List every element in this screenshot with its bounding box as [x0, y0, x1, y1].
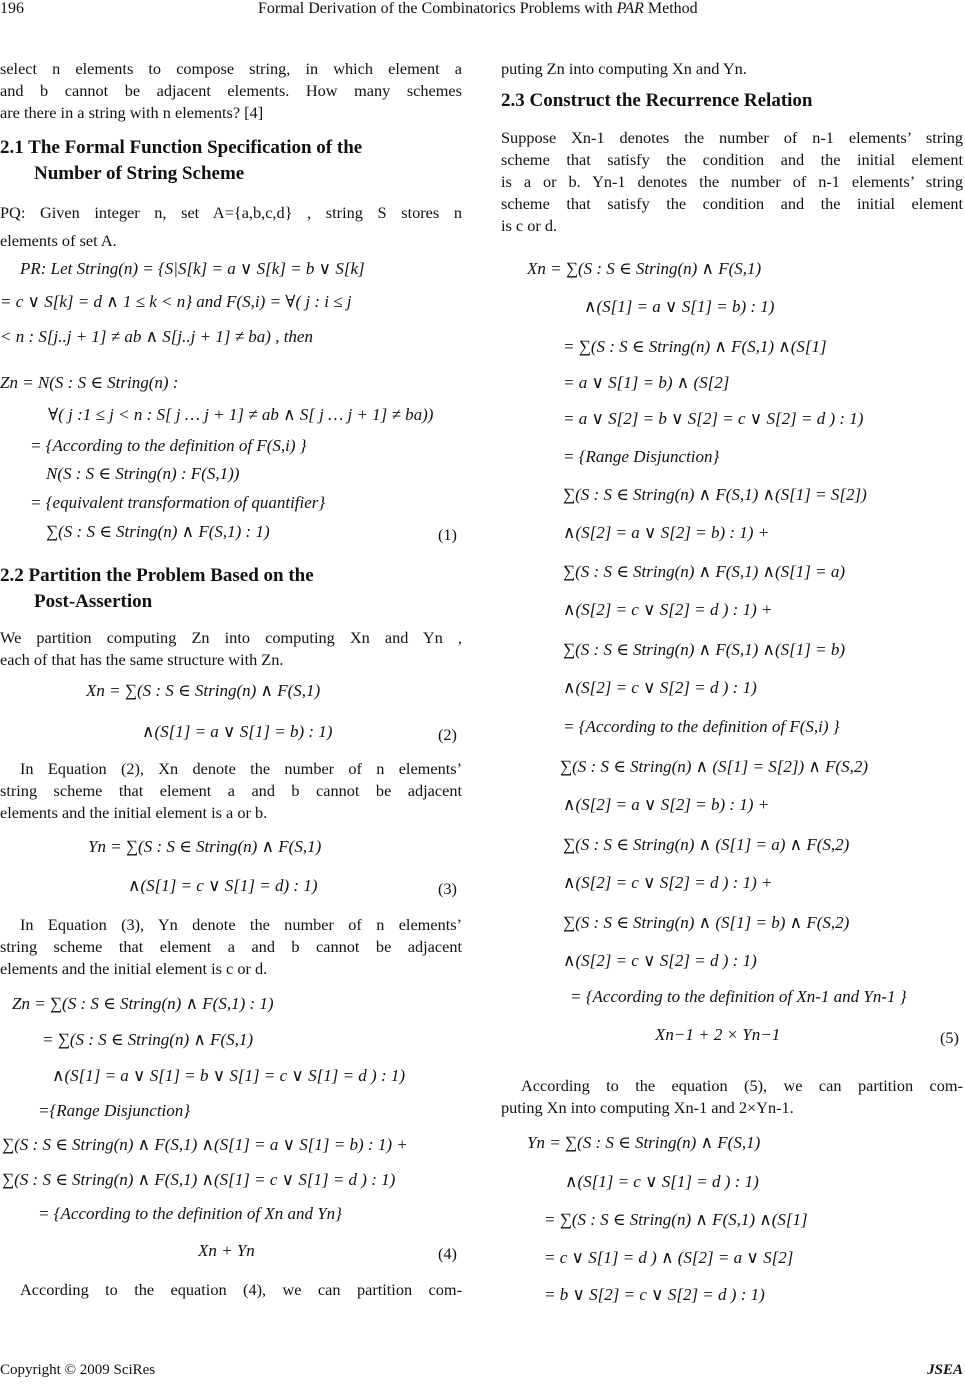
para-line: In Equation (2), Xn denote the number of n elements’ — [20, 759, 462, 778]
eq1-line: Zn = N(S : S ∈ String(n) : — [0, 373, 179, 392]
intro-line: are there in a string with n elements? [4] — [0, 103, 264, 122]
eq4-line: = ∑(S : S ∈ String(n) ∧ F(S,1) — [42, 1030, 254, 1049]
eq5-line: ∧(S[2] = c ∨ S[2] = d ) : 1) — [563, 678, 757, 697]
page-number: 196 — [0, 0, 24, 17]
pr-line: < n : S[j..j + 1] ≠ ab ∧ S[j..j + 1] ≠ ba) , then — [0, 327, 313, 346]
para-line: is a or b. Yn-1 denotes the number of n-1 elements’ string — [501, 172, 963, 191]
eq5-line: Xn = ∑(S : S ∈ String(n) ∧ F(S,1) — [527, 259, 762, 278]
para-line: is c or d. — [501, 216, 558, 235]
eq1-line: ∑(S : S ∈ String(n) ∧ F(S,1) : 1) — [46, 522, 270, 541]
pq-line: elements of set A. — [0, 231, 117, 250]
eq4-line: ∑(S : S ∈ String(n) ∧ F(S,1) ∧(S[1] = c ∨ S[1] = d ) : 1) — [2, 1170, 396, 1189]
equation-number: (2) — [438, 725, 457, 744]
intro-line: and b cannot be adjacent elements. How many schemes — [0, 81, 462, 100]
eq4-line: = {According to the definition of Xn and Yn} — [38, 1204, 342, 1223]
section-heading-2-1-cont: Number of String Scheme — [34, 163, 245, 184]
equation-number: (3) — [438, 879, 457, 898]
para-line: each of that has the same structure with Zn. — [0, 650, 284, 669]
eq5-line: ∧(S[2] = a ∨ S[2] = b) : 1) + — [563, 523, 770, 542]
eq6-line: = b ∨ S[2] = c ∨ S[2] = d ) : 1) — [544, 1285, 765, 1304]
pq-line: PQ: Given integer n, set A={a,b,c,d} , string S stores n — [0, 203, 462, 222]
eq6-line: Yn = ∑(S : S ∈ String(n) ∧ F(S,1) — [527, 1133, 761, 1152]
para-line: puting Xn into computing Xn-1 and 2×Yn-1. — [501, 1098, 794, 1117]
eq5-line: ∧(S[2] = c ∨ S[2] = d ) : 1) + — [563, 600, 773, 619]
running-title-part: PAR — [616, 0, 644, 17]
eq2-line: ∧(S[1] = a ∨ S[1] = b) : 1) — [142, 722, 333, 741]
eq5-line: ∧(S[2] = a ∨ S[2] = b) : 1) + — [563, 795, 770, 814]
para-line: string scheme that element a and b cannot be adjacent — [0, 781, 462, 800]
running-title-part: Formal Derivation of the Combinatorics Problems with — [258, 0, 617, 17]
eq5-line: ∑(S : S ∈ String(n) ∧ F(S,1) ∧(S[1] = a) — [563, 562, 846, 581]
eq2-line: Xn = ∑(S : S ∈ String(n) ∧ F(S,1) — [86, 681, 321, 700]
eq5-line: ∑(S : S ∈ String(n) ∧ (S[1] = a) ∧ F(S,2) — [563, 835, 850, 854]
pr-line: = c ∨ S[k] = d ∧ 1 ≤ k < n} and F(S,i) = ∀( j : i ≤ j — [0, 292, 352, 311]
eq5-line: Xn−1 + 2 × Yn−1 — [655, 1025, 781, 1044]
eq5-line: ∧(S[2] = c ∨ S[2] = d ) : 1) — [563, 951, 757, 970]
para-line: elements and the initial element is a or b. — [0, 803, 268, 822]
para-line: scheme that satisfy the condition and the initial element — [501, 150, 963, 169]
para-line: scheme that satisfy the condition and the initial element — [501, 194, 963, 213]
eq5-line: = a ∨ S[2] = b ∨ S[2] = c ∨ S[2] = d ) : 1) — [563, 409, 864, 428]
equation-number: (4) — [438, 1244, 457, 1263]
eq5-line: ∧(S[2] = c ∨ S[2] = d ) : 1) + — [563, 873, 773, 892]
eq1-line: N(S : S ∈ String(n) : F(S,1)) — [46, 464, 240, 483]
para-line: Suppose Xn-1 denotes the number of n-1 elements’ string — [501, 128, 963, 147]
para-line: string scheme that element a and b cannot be adjacent — [0, 937, 462, 956]
para-line: In Equation (3), Yn denote the number of n elements’ — [20, 915, 462, 934]
copyright: Copyright © 2009 SciRes — [0, 1362, 156, 1378]
running-title-part: Method — [643, 0, 698, 17]
eq5-line: = {Range Disjunction} — [563, 447, 720, 466]
eq4-line: ∧(S[1] = a ∨ S[1] = b ∨ S[1] = c ∨ S[1] = d ) : 1) — [52, 1066, 406, 1085]
eq5-line: ∑(S : S ∈ String(n) ∧ (S[1] = b) ∧ F(S,2) — [563, 913, 850, 932]
eq6-line: = ∑(S : S ∈ String(n) ∧ F(S,1) ∧(S[1] — [544, 1210, 808, 1229]
eq3-line: Yn = ∑(S : S ∈ String(n) ∧ F(S,1) — [88, 837, 322, 856]
para-line: We partition computing Zn into computing Xn and Yn , — [0, 628, 462, 647]
eq5-line: ∧(S[1] = a ∨ S[1] = b) : 1) — [584, 297, 775, 316]
eq4-line: Zn = ∑(S : S ∈ String(n) ∧ F(S,1) : 1) — [12, 994, 274, 1013]
journal-name: JSEA — [927, 1362, 963, 1378]
eq5-line: = a ∨ S[1] = b) ∧ (S[2] — [563, 373, 730, 392]
eq5-line: = {According to the definition of Xn-1 and Yn-1 } — [570, 987, 907, 1006]
eq4-line: ∑(S : S ∈ String(n) ∧ F(S,1) ∧(S[1] = a ∨ S[1] = b) : 1) + — [2, 1135, 408, 1154]
eq1-line: = {According to the definition of F(S,i) } — [30, 436, 307, 455]
equation-number: (1) — [438, 525, 457, 544]
para-line: According to the equation (4), we can partition com- — [20, 1280, 462, 1299]
para-line: According to the equation (5), we can partition com- — [521, 1076, 963, 1095]
equation-number: (5) — [940, 1028, 959, 1047]
eq5-line: = {According to the definition of F(S,i) } — [563, 717, 840, 736]
running-title — [258, 0, 698, 18]
eq6-line: = c ∨ S[1] = d ) ∧ (S[2] = a ∨ S[2] — [544, 1248, 794, 1267]
para-line: puting Zn into computing Xn and Yn. — [501, 59, 747, 78]
section-heading-2-3: 2.3 Construct the Recurrence Relation — [501, 90, 813, 111]
eq5-line: ∑(S : S ∈ String(n) ∧ F(S,1) ∧(S[1] = b) — [563, 640, 846, 659]
para-line: elements and the initial element is c or d. — [0, 959, 268, 978]
eq4-line: ={Range Disjunction} — [38, 1101, 191, 1120]
section-heading-2-1: 2.1 The Formal Function Specification of the — [0, 137, 363, 158]
eq5-line: ∑(S : S ∈ String(n) ∧ F(S,1) ∧(S[1] = S[2]) — [563, 485, 867, 504]
section-heading-2-2: 2.2 Partition the Problem Based on the — [0, 565, 314, 586]
eq5-line: ∑(S : S ∈ String(n) ∧ (S[1] = S[2]) ∧ F(S,2) — [560, 757, 869, 776]
eq6-line: ∧(S[1] = c ∨ S[1] = d ) : 1) — [565, 1172, 759, 1191]
eq5-line: = ∑(S : S ∈ String(n) ∧ F(S,1) ∧(S[1] — [563, 337, 827, 356]
eq1-line: ∀( j :1 ≤ j < n : S[ j … j + 1] ≠ ab ∧ S[ j … j + 1] ≠ ba)) — [48, 405, 434, 424]
eq4-line: Xn + Yn — [198, 1241, 255, 1260]
eq1-line: = {equivalent transformation of quantifier} — [30, 493, 326, 512]
eq3-line: ∧(S[1] = c ∨ S[1] = d) : 1) — [128, 876, 318, 895]
section-heading-2-2-cont: Post-Assertion — [34, 591, 153, 612]
pr-line: PR: Let String(n) = {S|S[k] = a ∨ S[k] = b ∨ S[k] — [20, 259, 365, 278]
intro-line: select n elements to compose string, in which element a — [0, 59, 462, 78]
